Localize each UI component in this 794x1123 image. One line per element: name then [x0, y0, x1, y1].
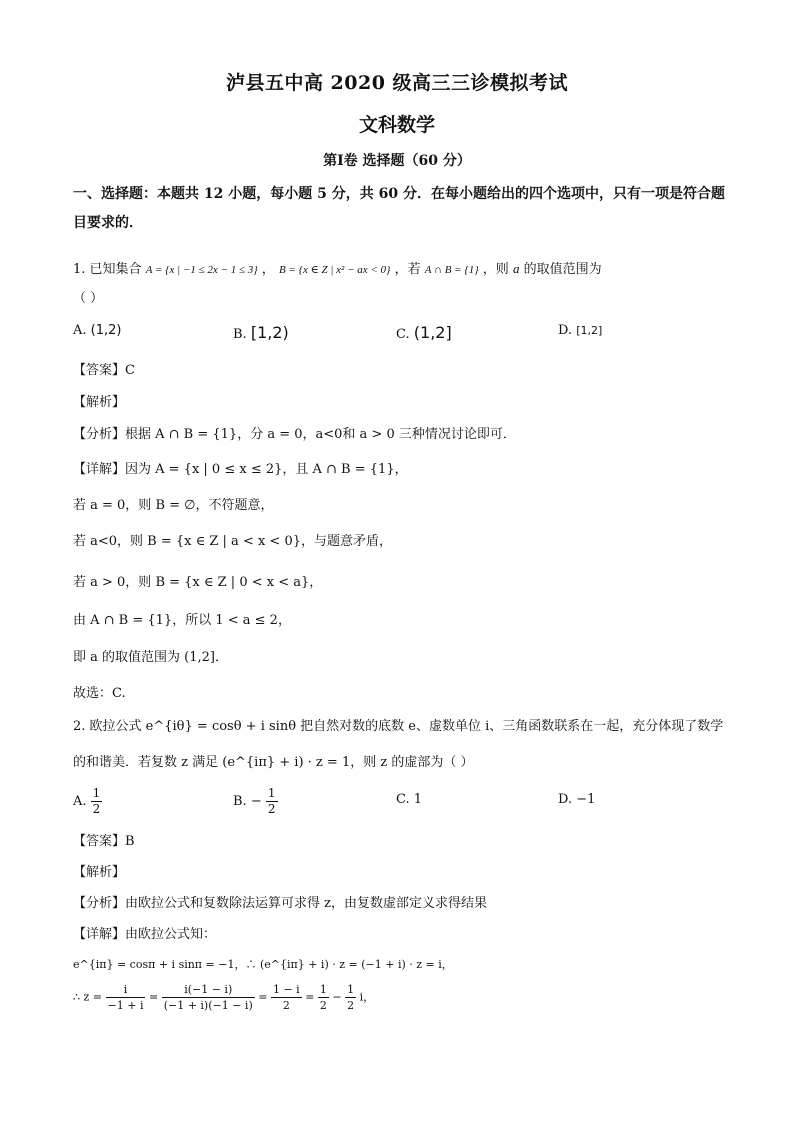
q2-answer-tag: 【答案】: [73, 834, 126, 849]
instruction-text: 一、选择题：本题共 12 小题，每小题 5 分，共 60 分．在每小题给出的四个选项中，只有一项是符合题目要求的．: [73, 186, 725, 231]
q2-option-b-label: B.: [233, 794, 247, 809]
q2-detail: 【详解】由欧拉公式知：: [73, 927, 217, 942]
q1-set-b: B = {x ∈ Z | x² − ax < 0}: [278, 264, 391, 276]
q2-eq2-frac-5-num: 1: [347, 983, 355, 996]
q1-stem-prefix: 1. 已知集合: [73, 262, 142, 277]
q1-set-a: A = {x | −1 ≤ 2x − 1 ≤ 3}: [145, 264, 258, 276]
q1-paren: （ ）: [73, 291, 104, 306]
q1-option-b: [233, 323, 289, 342]
q2-stem-line2: 的和谐美．若复数 z 满足 (e^{iπ} + i) · z = 1，则 z 的虚部为（ ）: [73, 755, 474, 770]
q1-stem-if: ，若: [394, 262, 421, 277]
q2-option-b-den: 2: [267, 802, 276, 816]
q2-option-a-den: 2: [92, 802, 101, 816]
q2-option-d: [558, 792, 595, 807]
q1-step-2: 若 a<0，则 B = {x ∈ Z | a < x < 0}，与题意矛盾，: [73, 534, 392, 549]
q1-analysis-tag: 【解析】: [73, 395, 126, 410]
q2-option-c-text: 1: [413, 792, 423, 807]
q2-option-b-num: 1: [267, 786, 276, 800]
q1-stem-range: 的取值范围为: [523, 262, 602, 277]
q1-step-4: 由 A ∩ B = {1}，所以 1 < a ≤ 2，: [73, 613, 291, 628]
q1-option-a: [73, 323, 122, 338]
q1-answer: [73, 359, 135, 378]
q1-step-3: 若 a > 0，则 B = {x ∈ Z | 0 < x < a}，: [73, 575, 323, 590]
q2-option-c: [396, 792, 422, 807]
q2-eq2-frac-5-den: 2: [347, 999, 355, 1012]
section-heading: 第Ⅰ卷 选择题（60 分）: [323, 153, 471, 169]
q2-eq2-frac-2: [162, 982, 255, 1013]
q1-var: a: [512, 261, 520, 276]
q2-analysis-tag: 【解析】: [73, 865, 126, 880]
q1-detail: 【详解】因为 A = {x | 0 ≤ x ≤ 2}，且 A ∩ B = {1}，: [73, 462, 408, 477]
q2-eq2-frac-3-num: 1 − i: [272, 983, 300, 996]
q2-option-a-num: 1: [92, 786, 101, 800]
q1-step-1: 若 a = 0，则 B = ∅，不符题意，: [73, 498, 274, 513]
q1-condition: A ∩ B = {1}: [424, 264, 479, 276]
q2-eq2-frac-1-den: −1 + i: [107, 999, 144, 1012]
q1-step-6: 故选：C.: [73, 686, 126, 701]
q1-option-d: [558, 323, 602, 338]
q2-fenxi: 【分析】由欧拉公式和复数除法运算可求得 z，由复数虚部定义求得结果: [73, 896, 487, 911]
q2-option-b: [233, 786, 278, 817]
q2-eq2-frac-3: [271, 982, 302, 1013]
q1-option-c-text: (1,2]: [413, 323, 452, 342]
q2-option-b-fraction: [266, 786, 278, 817]
q2-eq2-frac-2-num: i(−1 − i): [162, 982, 255, 998]
q1-answer-value: C: [125, 363, 135, 378]
q1-option-a-text: (1,2): [90, 323, 122, 338]
q2-eq2-frac-4: [318, 982, 329, 1013]
q2-option-b-sign: −: [250, 794, 262, 809]
q2-eq2-frac-4-den: 2: [319, 999, 327, 1012]
q2-eq2-frac-3-den: 2: [282, 999, 290, 1012]
q2-option-d-text: −1: [576, 792, 596, 807]
q2-option-a: [73, 786, 102, 817]
q1-option-d-label: D.: [558, 323, 573, 338]
q2-answer: [73, 830, 135, 849]
q2-eq2-frac-2-den: (−1 + i)(−1 − i): [163, 999, 253, 1012]
q2-answer-value: B: [125, 834, 135, 849]
q2-eq2-frac-4-num: 1: [319, 983, 327, 996]
q2-option-c-label: C.: [396, 792, 410, 807]
q2-eq2-prefix: ∴ z =: [73, 990, 103, 1004]
q1-option-b-text: [1,2): [250, 323, 289, 342]
q2-eq2-frac-5: [345, 982, 356, 1013]
q1-option-b-label: B.: [233, 327, 247, 342]
q1-option-d-text: [1,2]: [576, 324, 603, 337]
q1-option-c: [396, 323, 452, 342]
q2-option-d-label: D.: [558, 792, 573, 807]
q1-answer-tag: 【答案】: [73, 363, 126, 378]
q2-eq2-tail: i，: [359, 990, 375, 1004]
q2-stem-line1: 2. 欧拉公式 e^{iθ} = cosθ + i sinθ 把自然对数的底数 e、虚数单位 i、三角函数联系在一起，充分体现了数学: [73, 719, 724, 734]
q2-eq2-frac-1: [106, 982, 146, 1013]
q2-equation-2: ∴ z = $\frac{i}{-1 + i}$ = $\frac{i(-1 - i)}{(-1 + i)(-1 - i)}$ = $\frac{1 - i}{2}$ = $\frac{1}{2}$ − $\frac{1}{2}$ i，: [73, 983, 375, 1012]
q1-stem-then: ，则: [482, 262, 509, 277]
page-title: 泸县五中高 2020 级高三三诊模拟考试: [225, 72, 569, 94]
q2-eq2-frac-1-num: i: [106, 982, 146, 998]
page-subtitle: 文科数学: [358, 114, 435, 136]
q2-equation-1: e^{iπ} = cosπ + i sinπ = −1，∴ (e^{iπ} + i) · z = (−1 + i) · z = i，: [73, 958, 453, 971]
q1-step-5: 即 a 的取值范围为 (1,2]．: [73, 650, 228, 665]
q1-option-c-label: C.: [396, 327, 410, 342]
q2-option-a-fraction: [91, 786, 103, 817]
q1-option-a-label: A.: [73, 323, 87, 338]
q2-option-a-label: A.: [73, 794, 87, 809]
q1-stem: 1. 已知集合 A = {x | −1 ≤ 2x − 1 ≤ 3} ， B = {x ∈ Z | x² − ax < 0} ，若 A ∩ B = {1} ，则 a 的取值范围为: [73, 261, 602, 277]
q1-fenxi: 【分析】根据 A ∩ B = {1}，分 a = 0，a<0和 a > 0 三种情况讨论即可．: [73, 427, 516, 442]
